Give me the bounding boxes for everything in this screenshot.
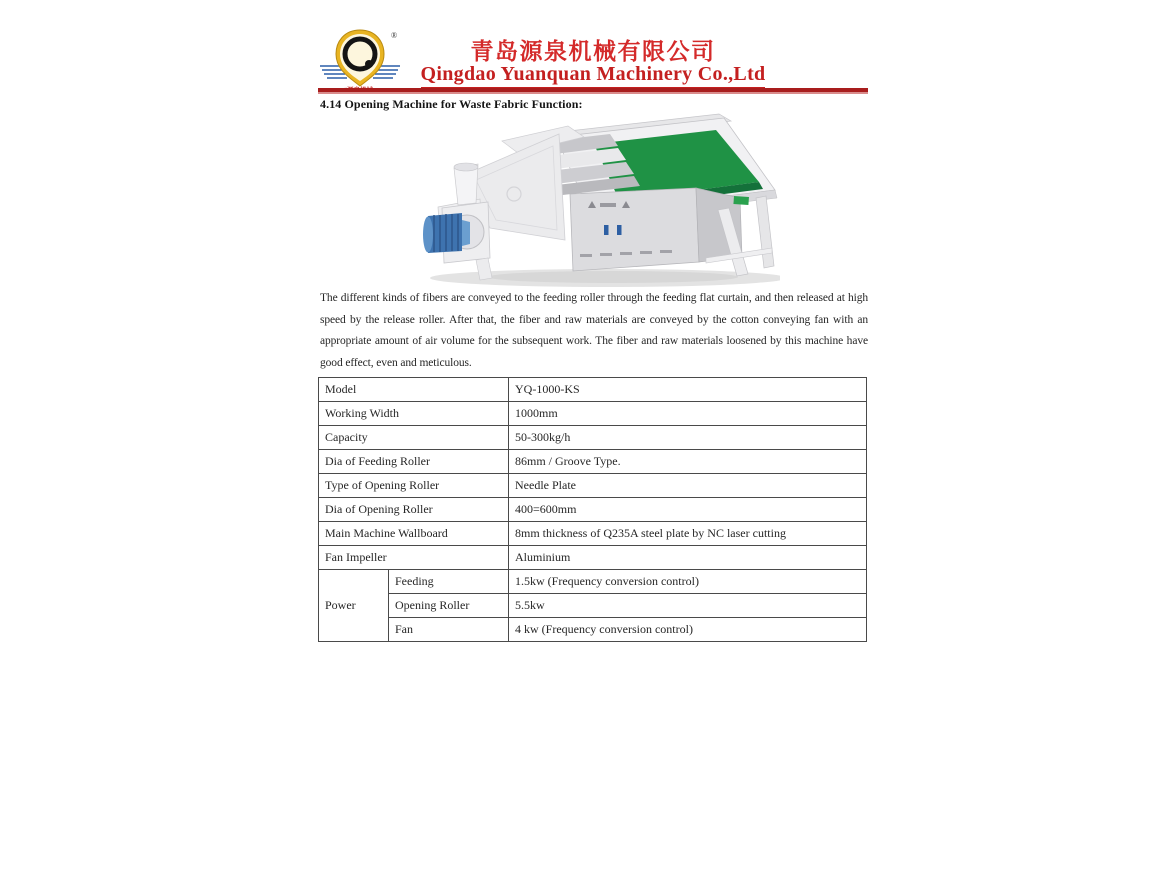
spec-value: 1000mm [509,402,867,426]
table-row [319,378,867,402]
spec-value: 1.5kw (Frequency conversion control) [509,570,867,594]
table-row [319,402,867,426]
spec-value: 4 kw (Frequency conversion control) [509,618,867,642]
table-row [319,450,867,474]
trademark-symbol: ® [391,31,398,40]
header-divider [318,88,868,92]
document-page [318,0,868,880]
table-row [319,498,867,522]
spec-label: Fan Impeller [319,546,509,570]
table-row [319,546,867,570]
table-row [319,474,867,498]
spec-value: 50-300kg/h [509,426,867,450]
spec-value: 5.5kw [509,594,867,618]
spec-label: Dia of Feeding Roller [319,450,509,474]
spec-label: Dia of Opening Roller [319,498,509,522]
spec-label: Type of Opening Roller [319,474,509,498]
spec-value: 86mm / Groove Type. [509,450,867,474]
spec-value: Aluminium [509,546,867,570]
spec-sublabel: Fan [389,618,509,642]
spec-label: Capacity [319,426,509,450]
spec-group-label: Power [319,570,389,642]
table-row [319,426,867,450]
table-row [319,618,867,642]
spec-value: YQ-1000-KS [509,378,867,402]
spec-value: Needle Plate [509,474,867,498]
spec-sublabel: Opening Roller [389,594,509,618]
spec-label: Model [319,378,509,402]
description-paragraph: The different kinds of fibers are conveyed to the feeding roller through the feeding flat curtain, and then released at high speed by the release roller. After that, the fiber and raw materials are conveyed by the cotton conveying fan with an appropriate amount of air volume for the subsequent work. The fiber and raw materials loosened by this machine have good effect, even and meticulous. [320,292,868,369]
spec-value: 400=600mm [509,498,867,522]
company-name-chinese: 青岛源泉机械有限公司 [470,39,716,64]
spec-label: Working Width [319,402,509,426]
company-name-english: Qingdao Yuanquan Machinery Co.,Ltd [318,63,868,89]
table-row [319,522,867,546]
section-heading: 4.14 Opening Machine for Waste Fabric Function: [320,97,583,111]
spec-table [318,377,867,642]
spec-label: Main Machine Wallboard [319,522,509,546]
spec-value: 8mm thickness of Q235A steel plate by NC laser cutting [509,522,867,546]
spec-sublabel: Feeding [389,570,509,594]
table-row [319,594,867,618]
machine-illustration [418,110,780,290]
table-row [319,570,867,594]
